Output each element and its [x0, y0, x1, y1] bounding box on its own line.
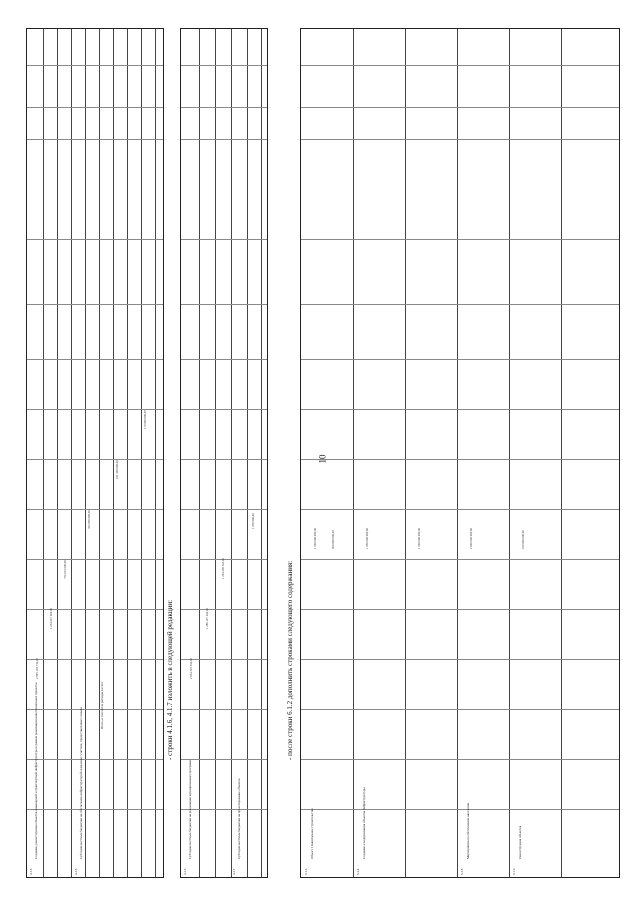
table-row: Объект 1 Капитальное строительство: [310, 808, 314, 859]
table-value: 1 500 000 000,00: [313, 528, 317, 549]
table-row: 6.1.3: [304, 868, 308, 875]
table-row: 4.1.5: [74, 868, 78, 875]
table-value: 170 000 000,00: [143, 410, 147, 429]
table-1: [26, 28, 164, 878]
table-row: 4.1.6: [183, 868, 187, 875]
table-row: Создание, реконструкция объектов инженерной и транспортной инфраструктуры в рамках реализации инвестиционных проектов: [34, 682, 38, 859]
table-2: [180, 28, 268, 878]
table-row: 6.1.6: [512, 868, 516, 875]
table-row: Реконструкция объектов: [518, 825, 522, 859]
table-row: 6.1.4: [356, 868, 360, 875]
table-value: 1 254 505 163,65: [221, 558, 225, 579]
table-row: 6.1.5: [460, 868, 464, 875]
table-value: 1 234 567 000,00: [49, 608, 53, 629]
table-value: 2 034 319 556,95: [189, 658, 193, 679]
table-row: Мероприятия по обеспечению населения: [466, 803, 470, 859]
table-value: 1 050 000 000,00: [365, 528, 369, 549]
table-row: Всего, в том числе расходы за счет: [100, 681, 104, 729]
table-row: Субсидии местным бюджетам на обеспечение инфраструктурой земельных участков, предоставленных семьям: [79, 707, 83, 859]
table-value: 100 000 000,00: [521, 530, 525, 549]
page-number: 10: [317, 454, 328, 464]
table-value: 1 286 197 282,43: [205, 608, 209, 629]
table-value: 2 895 193 736,65: [35, 658, 39, 679]
section-heading-2: - после строки 6.1.2 дополнить строками следующего содержания:: [286, 560, 294, 760]
table-3: [300, 28, 620, 878]
table-value: 352 900 000,00: [87, 510, 91, 529]
table-row: 4.1.5: [29, 868, 33, 875]
table-row: 4.1.7: [232, 868, 236, 875]
table-value: 754 015 600,00: [63, 560, 67, 579]
section-heading-1: - строки 4.1.6, 4.1.7 изложить в следующей редакции:: [166, 599, 174, 760]
table-row: Создание и модернизация объектов инфраструктуры: [362, 787, 366, 859]
table-row: Субсидии местным бюджетам на реализацию муниципальных программ: [188, 760, 192, 859]
table-value: 2 000 000 000,00: [469, 528, 473, 549]
table-row: Субсидии местным бюджетам на проектирование объектов: [237, 778, 241, 859]
table-value: 500 000 000,00: [331, 530, 335, 549]
table-value: 1 500 000 000,00: [417, 528, 421, 549]
table-value: 1 050 000,00: [251, 513, 255, 529]
table-value: 181 300 000,00: [115, 460, 119, 479]
